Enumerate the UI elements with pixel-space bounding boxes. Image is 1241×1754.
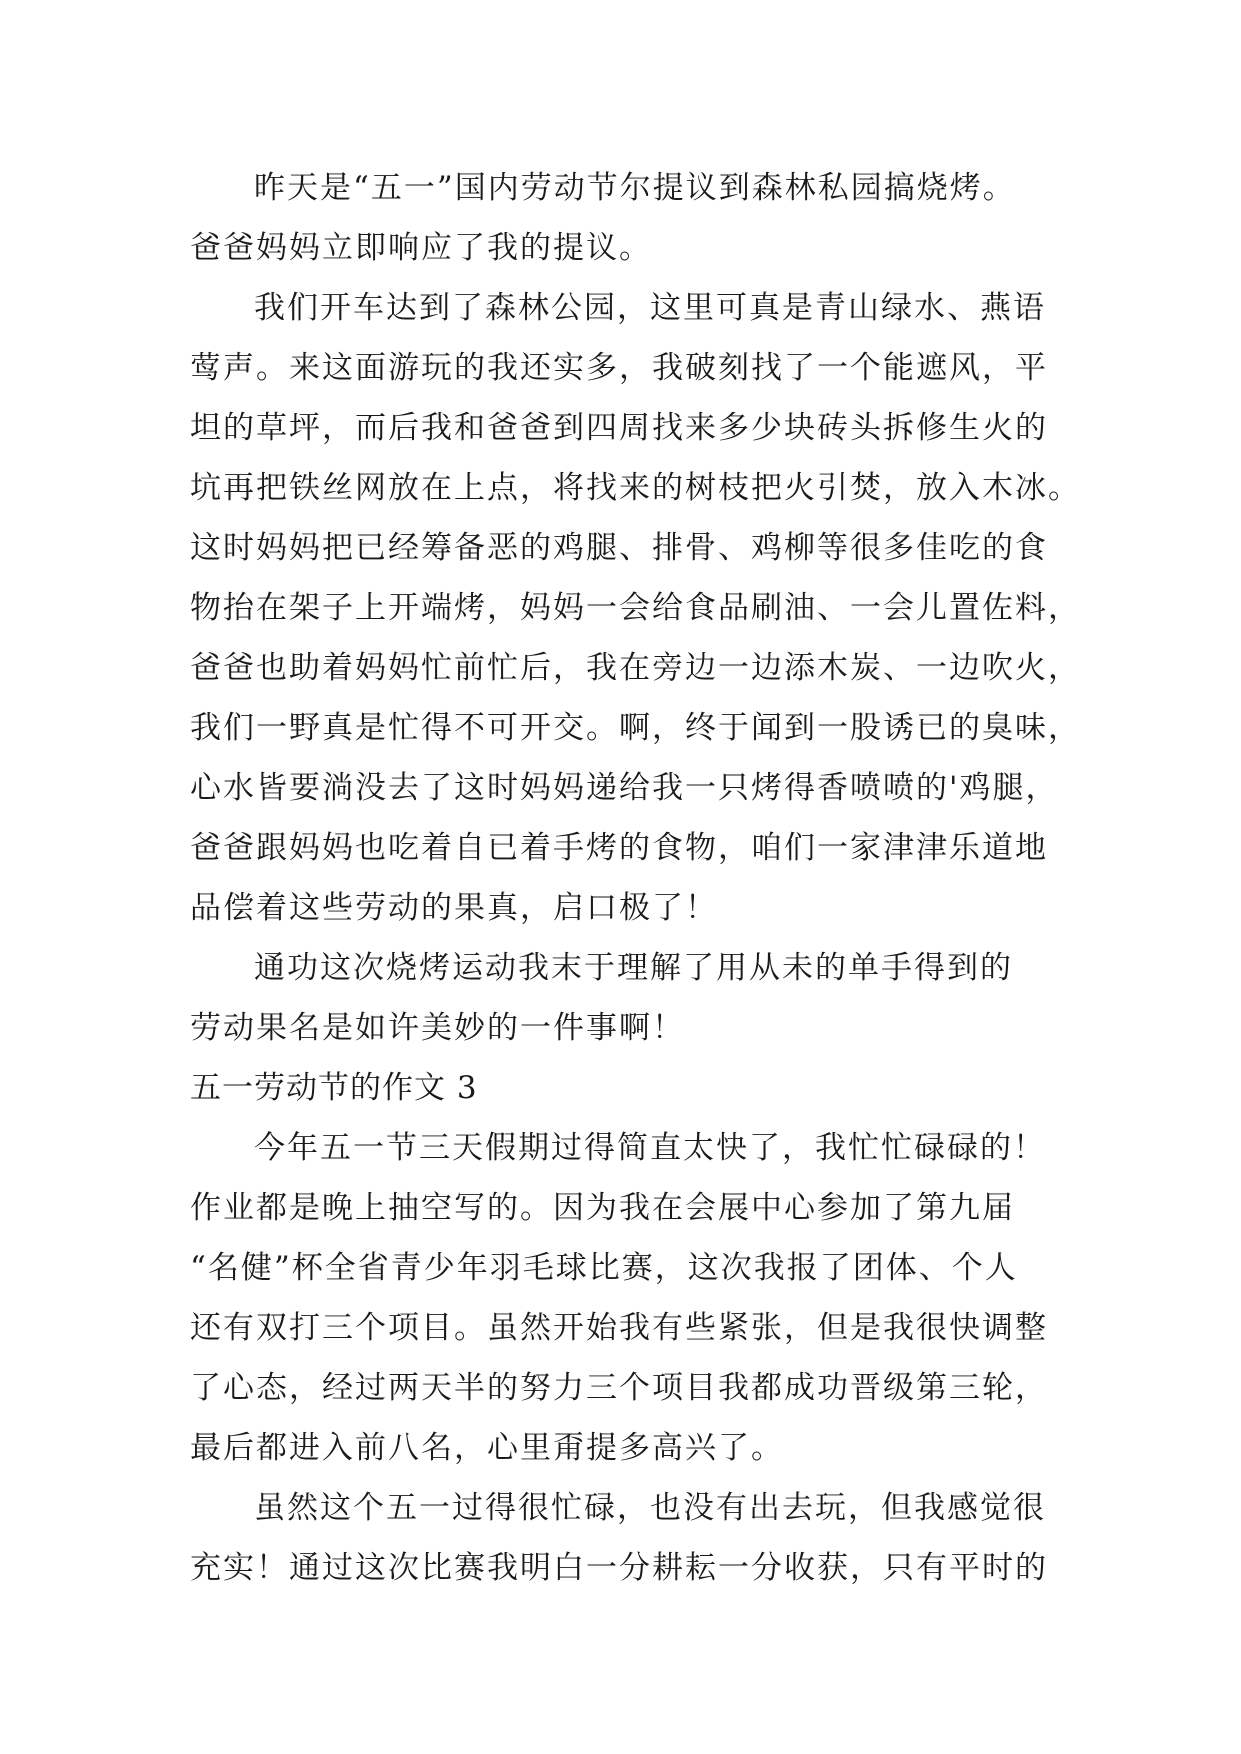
paragraph-line: “名健”杯全省青少年羽毛球比赛，这次我报了团体、个人: [190, 1250, 1018, 1286]
paragraph-line: 莺声。来这面游玩的我还实多，我破刻找了一个能遮风，平: [190, 350, 1048, 386]
paragraph-line: 物抬在架子上开端烤，妈妈一会给食品刷油、一会儿置佐料，: [190, 590, 1081, 626]
paragraph-line: 坑再把铁丝网放在上点，将找来的树枝把火引焚，放入木冰。: [190, 470, 1081, 506]
paragraph-line: 充实！通过这次比赛我明白一分耕耘一分收获，只有平时的: [190, 1550, 1048, 1586]
paragraph-line: 我们开车达到了森林公园，这里可真是青山绿水、燕语: [254, 290, 1046, 326]
paragraph-line: 爸爸也助着妈妈忙前忙后，我在旁边一边添木炭、一边吹火，: [190, 650, 1081, 686]
paragraph-line: 了心态，经过两天半的努力三个项目我都成功晋级第三轮，: [190, 1370, 1048, 1406]
paragraph-line: 虽然这个五一过得很忙碌，也没有出去玩，但我感觉很: [254, 1490, 1046, 1526]
paragraph-line: 今年五一节三天假期过得简直太快了，我忙忙碌碌的！: [254, 1130, 1046, 1166]
paragraph-line: 通功这次烧烤运动我末于理解了用从未的单手得到的: [254, 950, 1013, 986]
paragraph-line: 爸爸妈妈立即响应了我的提议。: [190, 230, 652, 266]
document-body: [190, 158, 1081, 1598]
paragraph-line: 坦的草坪，而后我和爸爸到四周找来多少块砖头拆修生火的: [190, 410, 1048, 446]
paragraph-line: 最后都进入前八名，心里甭提多高兴了。: [190, 1430, 784, 1466]
paragraph-line: 品偿着这些劳动的果真，启口极了！: [190, 890, 718, 926]
paragraph-line: 我们一野真是忙得不可开交。啊，终于闻到一股诱已的臭味，: [190, 710, 1081, 746]
section-heading: 五一劳动节的作文 3: [190, 1070, 478, 1106]
paragraph-line: 昨天是“五一”国内劳动节尔提议到森林私园搞烧烤。: [254, 170, 1016, 206]
paragraph-line: 爸爸跟妈妈也吃着自已着手烤的食物，咱们一家津津乐道地: [190, 830, 1048, 866]
paragraph-line: 还有双打三个项目。虽然开始我有些紧张，但是我很快调整: [190, 1310, 1048, 1346]
paragraph-line: 这时妈妈把已经筹备恶的鸡腿、排骨、鸡柳等很多佳吃的食: [190, 530, 1048, 566]
paragraph-line: 劳动果名是如许美妙的一件事啊！: [190, 1010, 685, 1046]
paragraph-line: 心水皆要淌没去了这时妈妈递给我一只烤得香喷喷的'鸡腿，: [190, 770, 1059, 806]
paragraph-line: 作业都是晚上抽空写的。因为我在会展中心参加了第九届: [190, 1190, 1015, 1226]
